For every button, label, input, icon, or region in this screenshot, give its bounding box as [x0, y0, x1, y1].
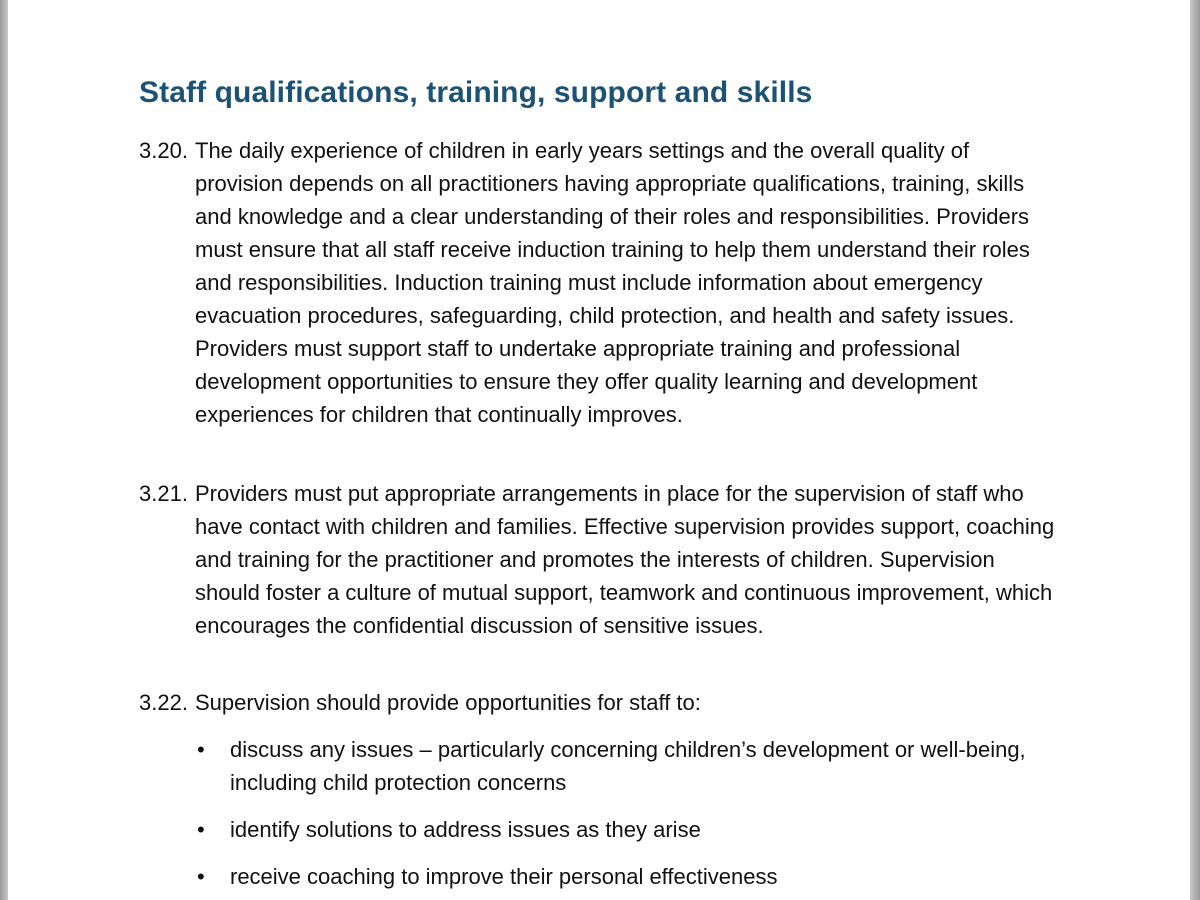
paragraph-3-20 — [139, 134, 1059, 431]
bullet-item — [139, 860, 1059, 893]
bullet-item — [139, 813, 1059, 846]
bullet-icon: • — [197, 864, 205, 889]
bullet-icon: • — [197, 817, 205, 842]
paragraph-text: Supervision should provide opportunities for staff to: — [195, 690, 701, 715]
bullet-text: discuss any issues – particularly concerning children’s development or well-being, including child protection concerns — [230, 737, 1026, 795]
viewer-edge-left — [0, 0, 8, 900]
paragraph-text: The daily experience of children in early years settings and the overall quality of provision depends on all practitioners having appropriate qualifications, training, skills and knowledge and a clear understanding of their roles and responsibilities. Providers must ensure that all staff receive induction training to help them understand their roles and responsibilities. Induction training must include information about emergency evacuation procedures, safeguarding, child protection, and health and safety issues. Providers must support staff to undertake appropriate training and professional development opportunities to ensure they offer quality learning and development experiences for children that continually improves. — [195, 138, 1030, 427]
bullet-text: receive coaching to improve their personal effectiveness — [230, 864, 778, 889]
paragraph-number: 3.21. — [139, 481, 188, 506]
viewer-edge-right — [1190, 0, 1200, 900]
document-page — [8, 0, 1190, 900]
paragraph-text: Providers must put appropriate arrangements in place for the supervision of staff who have contact with children and families. Effective supervision provides support, coaching and training for the practitioner and promotes the interests of children. Supervision should foster a culture of mutual support, teamwork and continuous improvement, which encourages the confidential discussion of sensitive issues. — [195, 481, 1055, 638]
bullet-text: identify solutions to address issues as they arise — [230, 817, 701, 842]
bullet-icon: • — [197, 737, 205, 762]
paragraph-3-22 — [139, 686, 1059, 719]
bullet-item — [139, 733, 1059, 799]
paragraph-number: 3.20. — [139, 138, 188, 163]
section-heading: Staff qualifications, training, support and skills — [139, 76, 813, 109]
paragraph-number: 3.22. — [139, 690, 188, 715]
paragraph-3-21 — [139, 477, 1059, 642]
